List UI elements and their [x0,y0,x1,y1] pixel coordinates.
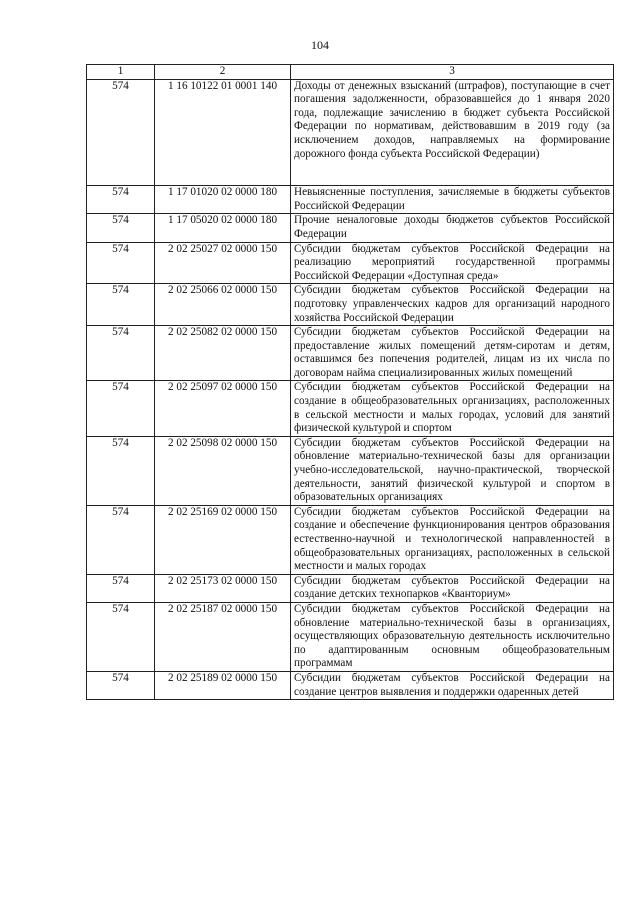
table-row [87,186,614,214]
admin-code-cell: 574 [87,574,155,602]
revenue-name-cell: Доходы от денежных взысканий (штрафов), поступающие в счет погашения задолженности, образовавшейся до 1 января 2020 года, подлежащие зачислению в бюджет субъекта Российской Федерации по нормативам, действовавшим в 2019 году (за исключением доходов, направляемых на формирование дорожного фонда субъекта Российской Федерации) [291,79,614,186]
revenue-code-cell: 2 02 25097 02 0000 150 [155,381,291,436]
revenue-name-cell: Субсидии бюджетам субъектов Российской Федерации на создание детских технопарков «Кванториум» [291,574,614,602]
admin-code-cell: 574 [87,214,155,242]
revenue-code-cell: 1 17 01020 02 0000 180 [155,186,291,214]
revenue-code-cell: 2 02 25187 02 0000 150 [155,602,291,671]
revenue-name-cell: Прочие неналоговые доходы бюджетов субъектов Российской Федерации [291,214,614,242]
table-row [87,79,614,186]
revenue-name-cell: Невыясненные поступления, зачисляемые в бюджеты субъектов Российской Федерации [291,186,614,214]
revenue-name-cell: Субсидии бюджетам субъектов Российской Федерации на создание в общеобразовательных организациях, расположенных в сельской местности и малых городах, условий для занятий физической культурой и спортом [291,381,614,436]
table-header-row [87,65,614,80]
revenue-code-cell: 2 02 25098 02 0000 150 [155,436,291,505]
admin-code-cell: 574 [87,505,155,574]
revenue-classification-table [86,64,614,700]
page-number: 104 [311,38,329,52]
table-row [87,671,614,699]
table-row [87,574,614,602]
revenue-code-cell: 2 02 25082 02 0000 150 [155,326,291,381]
table-row [87,602,614,671]
admin-code-cell: 574 [87,326,155,381]
admin-code-cell: 574 [87,242,155,284]
admin-code-cell: 574 [87,381,155,436]
revenue-code-cell: 2 02 25189 02 0000 150 [155,671,291,699]
revenue-name-cell: Субсидии бюджетам субъектов Российской Федерации на создание центров выявления и поддержки одаренных детей [291,671,614,699]
revenue-code-cell: 2 02 25173 02 0000 150 [155,574,291,602]
revenue-name-cell: Субсидии бюджетам субъектов Российской Федерации на подготовку управленческих кадров для организаций народного хозяйства Российской Федерации [291,284,614,326]
table-row [87,242,614,284]
admin-code-cell: 574 [87,436,155,505]
revenue-name-cell: Субсидии бюджетам субъектов Российской Федерации на обновление материально-технической базы в организациях, осуществляющих образовательную деятельность исключительно по адаптированным основным общеобразовательным программам [291,602,614,671]
table-row [87,214,614,242]
table-row [87,381,614,436]
table-row [87,326,614,381]
revenue-name-cell: Субсидии бюджетам субъектов Российской Федерации на обновление материально-технической базы для организации учебно-исследовательской, научно-практической, творческой деятельности, занятий физической культурой и спортом в образовательных организациях [291,436,614,505]
revenue-name-cell: Субсидии бюджетам субъектов Российской Федерации на реализацию мероприятий государственной программы Российской Федерации «Доступная среда» [291,242,614,284]
column-header-1: 1 [87,65,155,80]
admin-code-cell: 574 [87,186,155,214]
revenue-name-cell: Субсидии бюджетам субъектов Российской Федерации на предоставление жилых помещений детям-сиротам и детям, оставшимся без попечения родителей, лицам из их числа по договорам найма специализированных жилых помещений [291,326,614,381]
column-header-3: 3 [291,65,614,80]
column-header-2: 2 [155,65,291,80]
revenue-code-cell: 2 02 25169 02 0000 150 [155,505,291,574]
table-row [87,505,614,574]
table-row [87,284,614,326]
admin-code-cell: 574 [87,602,155,671]
revenue-code-cell: 1 17 05020 02 0000 180 [155,214,291,242]
revenue-name-cell: Субсидии бюджетам субъектов Российской Федерации на создание и обеспечение функционирования центров образования естественно-научной и технологической направленностей в общеобразовательных организациях, расположенных в сельской местности и малых городах [291,505,614,574]
revenue-code-cell: 1 16 10122 01 0001 140 [155,79,291,186]
admin-code-cell: 574 [87,79,155,186]
admin-code-cell: 574 [87,284,155,326]
admin-code-cell: 574 [87,671,155,699]
revenue-code-cell: 2 02 25066 02 0000 150 [155,284,291,326]
table-row [87,436,614,505]
revenue-code-cell: 2 02 25027 02 0000 150 [155,242,291,284]
